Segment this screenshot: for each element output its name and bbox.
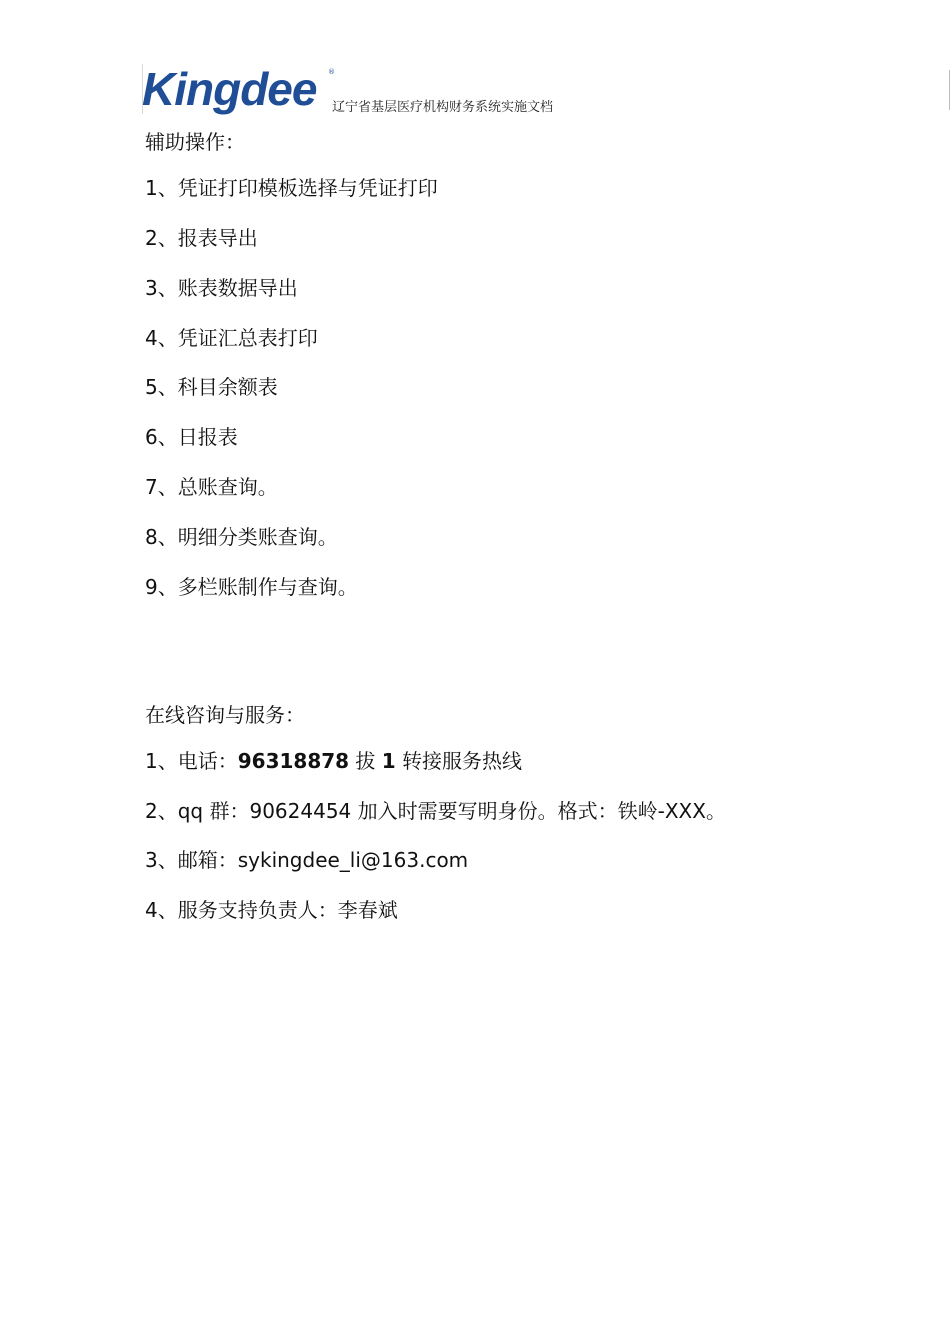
aux-item-number: 6 [145,425,158,449]
aux-item [145,423,238,451]
qq-format-suffix: -XXX [657,799,706,823]
aux-heading: 辅助操作： [145,130,245,154]
aux-item [145,224,258,252]
aux-item [145,174,438,202]
registered-mark: ® [328,68,335,76]
aux-item-number: 5 [145,375,158,399]
phone-dial-word: 拔 [355,749,376,773]
list-separator: 、 [157,276,178,300]
aux-item-text: 日报表 [177,425,238,449]
email-address: sykingdee_li@163.com [237,848,469,872]
list-separator: 、 [157,226,178,250]
aux-item-number: 3 [145,276,158,300]
aux-item [145,573,358,601]
service-item-number: 1 [145,749,158,773]
aux-item-number: 9 [145,575,158,599]
qq-number: 90624454 [249,799,352,823]
list-separator: 、 [157,848,178,872]
service-qq-line [145,797,726,825]
qq-label: qq [177,799,204,823]
phone-extension: 1 [381,749,396,773]
service-owner-line [145,896,398,924]
list-separator: 、 [157,326,178,350]
phone-label: 电话： [177,749,238,773]
owner-label: 服务支持负责人： [177,898,338,922]
service-phone-line [145,747,522,775]
list-separator: 、 [157,799,178,823]
aux-item-number: 4 [145,326,158,350]
email-label: 邮箱： [177,848,238,872]
aux-item-text: 账表数据导出 [177,276,298,300]
list-separator: 、 [157,425,178,449]
service-item-number: 3 [145,848,158,872]
aux-item [145,473,278,501]
aux-item-number: 2 [145,226,158,250]
aux-item [145,373,278,401]
aux-item [145,324,318,352]
aux-item-text: 多栏账制作与查询。 [177,575,358,599]
list-separator: 、 [157,575,178,599]
list-separator: 、 [157,749,178,773]
qq-group-label: 群： [209,799,250,823]
aux-item [145,274,298,302]
list-separator: 、 [157,176,178,200]
owner-name: 李春斌 [337,898,398,922]
aux-item [145,523,338,551]
phone-description: 转接服务热线 [402,749,523,773]
aux-item-text: 报表导出 [177,226,258,250]
service-heading: 在线咨询与服务： [145,703,305,727]
service-item-number: 4 [145,898,158,922]
aux-item-text: 明细分类账查询。 [177,525,338,549]
aux-item-number: 1 [145,176,158,200]
aux-item-text: 科目余额表 [177,375,278,399]
qq-end-mark: 。 [705,799,726,823]
aux-item-text: 总账查询。 [177,475,278,499]
aux-item-text: 凭证汇总表打印 [177,326,318,350]
document-title: 辽宁省基层医疗机构财务系统实施文档 [332,100,554,115]
aux-item-number: 7 [145,475,158,499]
service-item-number: 2 [145,799,158,823]
list-separator: 、 [157,375,178,399]
qq-instructions: 加入时需要写明身份。格式：铁岭 [357,799,658,823]
aux-item-number: 8 [145,525,158,549]
kingdee-logo: Kingdee [142,63,317,115]
list-separator: 、 [157,475,178,499]
phone-number: 96318878 [237,749,350,773]
document-header [142,64,582,120]
list-separator: 、 [157,525,178,549]
aux-item-text: 凭证打印模板选择与凭证打印 [177,176,438,200]
list-separator: 、 [157,898,178,922]
service-email-line [145,846,468,874]
